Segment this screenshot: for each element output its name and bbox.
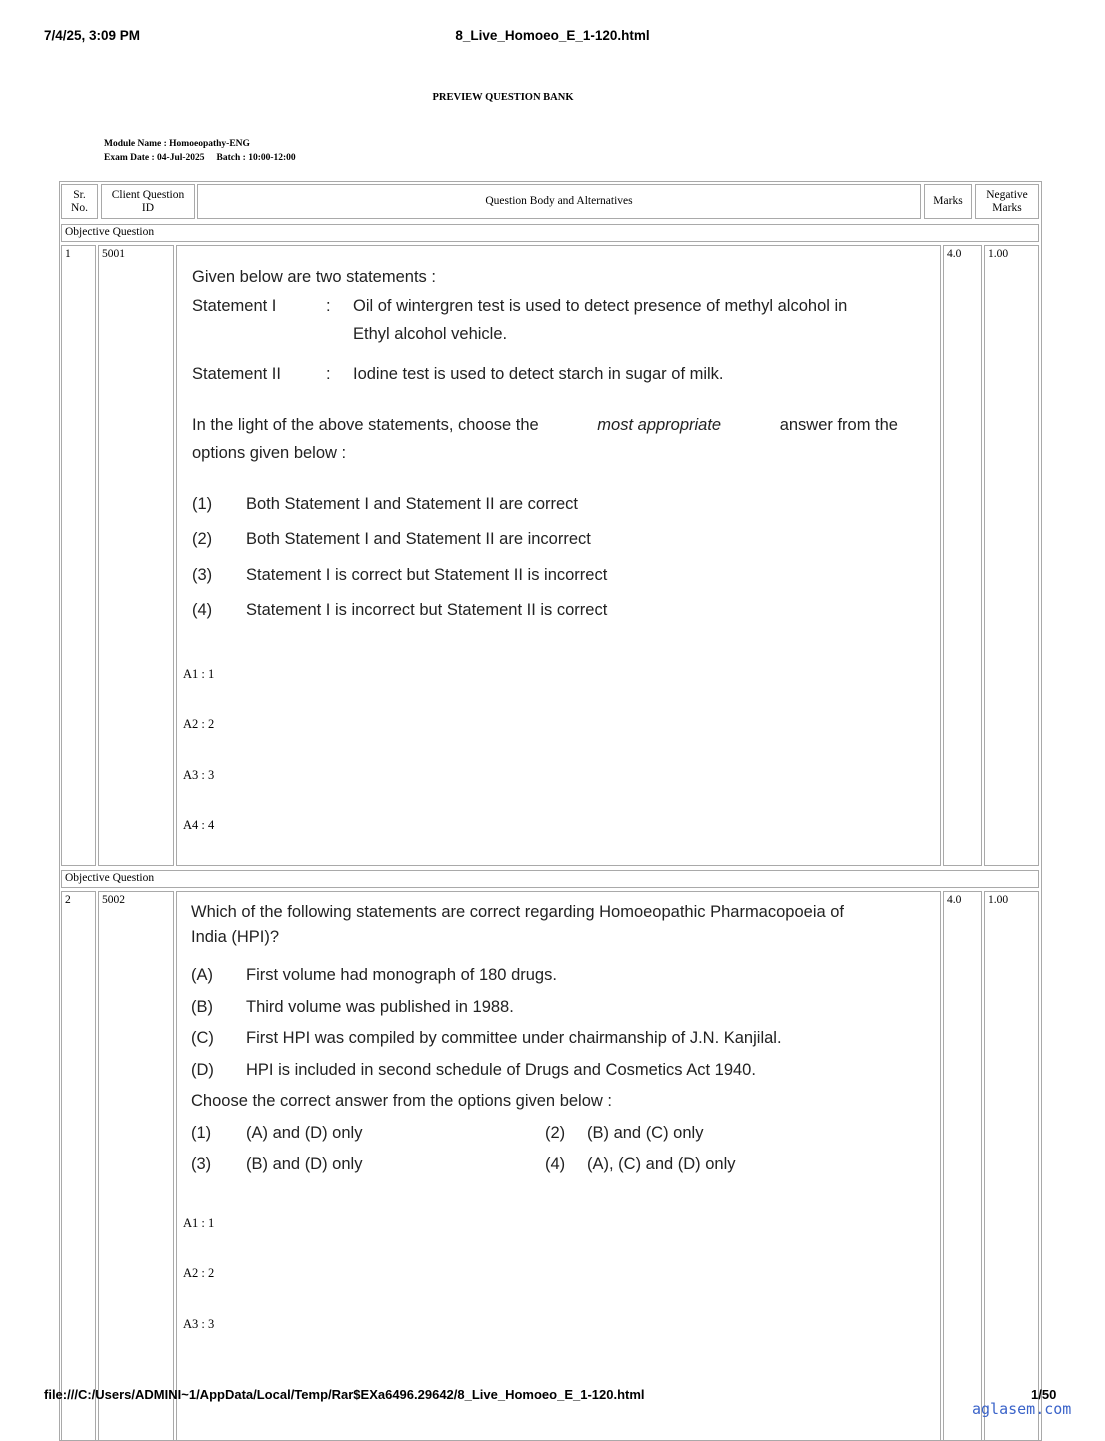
statement-2-text: Iodine test is used to detect starch in sugar of milk. — [353, 365, 724, 383]
negative-marks: 1.00 — [984, 245, 1039, 866]
module-name: Module Name : Homoeopathy-ENG — [104, 139, 250, 149]
page-title: PREVIEW QUESTION BANK — [432, 92, 574, 103]
exam-info — [104, 153, 296, 163]
option-number: (1) — [192, 495, 213, 513]
print-datetime: 7/4/25, 3:09 PM — [44, 28, 141, 43]
option-text: Both Statement I and Statement II are incorrect — [246, 530, 591, 548]
option-number: (4) — [192, 601, 213, 619]
answer-alternative: A1 : 1 — [183, 1216, 215, 1230]
statement-text: First HPI was compiled by committee under chairmanship of J.N. Kanjilal. — [246, 1029, 782, 1047]
section-label: Objective Question — [61, 224, 1039, 242]
header-negative-marks: Negative Marks — [975, 184, 1039, 219]
answer-alternative: A2 : 2 — [183, 1266, 215, 1280]
option-number: (3) — [192, 566, 213, 584]
page-number: 1/50 — [1031, 1387, 1057, 1402]
statement-letter: (B) — [191, 998, 213, 1016]
statement-text: First volume had monograph of 180 drugs. — [246, 966, 557, 984]
answer-alternative: A3 : 3 — [183, 1317, 215, 1331]
header-client-question-id: Client Question ID — [101, 184, 195, 219]
option-number: (2) — [192, 530, 213, 548]
sr-no: 1 — [61, 245, 96, 866]
client-question-id: 5001 — [98, 245, 174, 866]
print-filename: 8_Live_Homoeo_E_1-120.html — [455, 28, 650, 43]
sr-no: 2 — [61, 891, 96, 1441]
answer-alternative: A4 : 4 — [183, 818, 215, 832]
statement-text: Third volume was published in 1988. — [246, 998, 514, 1016]
instruction-line-cont: options given below : — [192, 444, 347, 462]
question-text-cont: India (HPI)? — [191, 928, 280, 946]
choose-instruction: Choose the correct answer from the options given below : — [191, 1092, 612, 1110]
option-text: Statement I is correct but Statement II is incorrect — [246, 566, 608, 584]
option-number: (2) — [545, 1124, 566, 1142]
statement-2-label: Statement II — [192, 365, 281, 383]
option-number: (1) — [191, 1124, 212, 1142]
option-text: Statement I is incorrect but Statement II is correct — [246, 601, 608, 619]
batch: Batch : 10:00-12:00 — [216, 153, 296, 163]
marks: 4.0 — [943, 245, 982, 866]
option-text: (B) and (D) only — [246, 1155, 363, 1173]
statement-1-label: Statement I — [192, 297, 277, 315]
negative-marks: 1.00 — [984, 891, 1039, 1441]
statement-1-colon: : — [326, 297, 331, 315]
option-text: Both Statement I and Statement II are correct — [246, 495, 579, 513]
statement-letter: (D) — [191, 1061, 214, 1079]
print-file-path: file:///C:/Users/ADMINI~1/AppData/Local/Temp/Rar$EXa6496.29642/8_Live_Homoeo_E_1-120.html — [44, 1387, 645, 1402]
client-question-id: 5002 — [98, 891, 174, 1441]
statement-2-colon: : — [326, 365, 331, 383]
header-question-body: Question Body and Alternatives — [197, 184, 921, 219]
statement-1-text-cont: Ethyl alcohol vehicle. — [353, 325, 508, 343]
answer-alternative: A3 : 3 — [183, 768, 215, 782]
header-marks: Marks — [924, 184, 972, 219]
instruction-line: In the light of the above statements, choose the most appropriate answer from the — [192, 416, 898, 434]
option-text: (B) and (C) only — [587, 1124, 704, 1142]
statement-1-text: Oil of wintergren test is used to detect presence of methyl alcohol in — [353, 297, 848, 315]
option-text: (A), (C) and (D) only — [587, 1155, 736, 1173]
exam-date: Exam Date : 04-Jul-2025 — [104, 153, 205, 163]
header-sr-no: Sr. No. — [61, 184, 98, 219]
question-text: Which of the following statements are correct regarding Homoeopathic Pharmacopoeia of — [191, 903, 845, 921]
marks: 4.0 — [943, 891, 982, 1441]
statement-letter: (A) — [191, 966, 213, 984]
option-number: (3) — [191, 1155, 212, 1173]
answer-alternative: A1 : 1 — [183, 667, 215, 681]
section-label: Objective Question — [61, 870, 1039, 888]
option-number: (4) — [545, 1155, 566, 1173]
question-intro: Given below are two statements : — [192, 268, 436, 286]
answer-alternative: A2 : 2 — [183, 717, 215, 731]
option-text: (A) and (D) only — [246, 1124, 363, 1142]
question-body-cell — [176, 245, 941, 866]
statement-text: HPI is included in second schedule of Drugs and Cosmetics Act 1940. — [246, 1061, 756, 1079]
statement-letter: (C) — [191, 1029, 214, 1047]
watermark: aglasem.com — [972, 1400, 1072, 1418]
